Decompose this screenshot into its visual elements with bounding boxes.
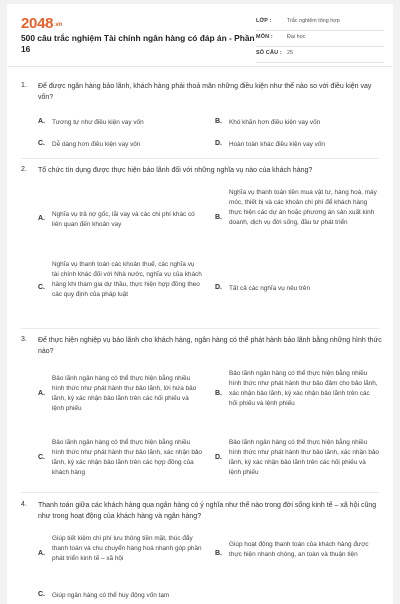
option-text: Tương tự như điều kiện vay vốn [52,119,144,126]
logo-suffix: .vn [54,22,62,28]
document-header [7,4,393,64]
question-number: 2. [21,166,27,173]
option-text: Tất cả các nghĩa vụ nêu trên [229,285,310,292]
option-letter: C. [38,454,45,461]
question-divider [21,158,379,159]
meta-row-class [256,15,384,31]
option-letter: D. [215,284,222,291]
meta-label: MÔN : [256,34,273,40]
option-text: Bảo lãnh ngân hàng có thể thực hiện bằng nhiều hình thức như phát hành thư bảo lãnh, xác nhận bảo lãnh, ký xác nhận bảo lãnh trên các hợp đồng của khách hàng [52,439,202,476]
option-letter: C. [38,284,45,291]
meta-row-subject [256,31,384,47]
option-letter: C. [38,591,45,598]
option-text: Bảo lãnh ngân hàng có thể thực hiện bằng nhiều hình thức như phát hành thư bảo lãnh, lời hứa bảo lãnh, ký xác nhận bảo lãnh trên các hối phiếu và lệnh phiếu [52,375,197,412]
logo-text: 2048 [21,15,54,32]
meta-row-count [256,47,384,63]
question-text: Để được ngân hàng bảo lãnh, khách hàng phải thoả mãn những điều kiện như thế nào so với điều kiện vay vốn? [38,83,372,101]
option-text: Nghĩa vụ thanh toán tiền mua vật tư, hàng hoá, máy móc, thiết bị và các khoản chi phí để khách hàng thực hiện các dự án hoặc phương án sản xuất kinh doanh, dịch vụ đời sống, đầu tư phát triển [229,189,377,226]
document-meta [256,15,384,63]
question-text: Tổ chức tín dụng được thực hiện bảo lãnh đối với những nghĩa vụ nào của khách hàng? [38,167,313,174]
option-text: Bảo lãnh ngân hàng có thể thực hiện bằng nhiều hình thức như phát hành thư bảo đảm cho bảo lãnh, xác nhận bảo lãnh, ký xác nhận bảo lãnh trên các hối phiếu và lệnh phiếu [229,370,378,407]
option-letter: D. [215,454,222,461]
document-title: 500 câu trắc nghiệm Tài chính ngân hàng có đáp án - Phần 16 [21,33,255,54]
option-letter: A. [38,390,45,397]
option-text: Nghĩa vụ trả nợ gốc, lãi vay và các chi phí khác có liên quan đến khoản vay [52,211,195,228]
option-text: Hoàn toàn khác điều kiện vay vốn [229,141,325,148]
meta-value: Đại học [287,34,306,40]
option-text: Khó khăn hơn điều kiện vay vốn [229,119,321,126]
option-text: Giúp ngân hàng có thể huy động vốn tạm [52,592,170,599]
meta-label: SỐ CÂU : [256,50,282,56]
option-letter: D. [215,140,222,147]
option-text: Giúp hoạt động thanh toán của khách hàng được thực hiện nhanh chóng, an toàn và thuận tiện [229,541,369,558]
option-letter: C. [38,140,45,147]
question-text: Để thực hiện nghiệp vụ bảo lãnh cho khách hàng, ngân hàng có thể phát hành bảo lãnh bằng những hình thức nào? [38,337,382,355]
header-divider [7,66,393,67]
site-logo[interactable] [21,15,62,32]
option-text: Bảo lãnh ngân hàng có thể thực hiện bằng nhiều hình thức như phát hành thư bảo lãnh, xác nhận bảo lãnh, ký xác nhận bảo lãnh trên các hối phiếu và lệnh phiếu [229,439,379,476]
option-letter: A. [38,215,45,222]
option-letter: B. [215,118,222,125]
document-page [7,4,393,604]
question-number: 4. [21,501,27,508]
question-text: Thanh toán giữa các khách hàng qua ngân hàng có ý nghĩa như thế nào trong đời sống kinh tế – xã hội cũng như trong hoạt động của khách hàng và ngân hàng? [38,502,377,520]
option-text: Dễ dàng hơn điều kiện vay vốn [52,141,141,148]
meta-label: LỚP : [256,18,272,24]
option-letter: B. [215,214,222,221]
meta-value: Trắc nghiệm tổng hợp [287,18,340,24]
question-divider [21,328,379,329]
meta-value: 25 [287,50,293,56]
option-letter: B. [215,390,222,397]
option-text: Giúp tiết kiệm chi phí lưu thông tiền mặt, thúc đẩy thanh toán và chu chuyển hàng hoá nhanh góp phần phát triển kinh tế – xã hội [52,535,202,562]
option-letter: B. [215,550,222,557]
question-number: 3. [21,336,27,343]
option-letter: A. [38,550,45,557]
option-letter: A. [38,118,45,125]
option-text: Nghĩa vụ thanh toán các khoản thuế, các nghĩa vụ tài chính khác đối với Nhà nước, nghĩa vụ của khách hàng khi tham gia dự thầu, thực hiện hợp đồng theo các quy định của pháp luật [52,261,202,298]
question-divider [21,492,379,493]
question-number: 1. [21,82,27,89]
